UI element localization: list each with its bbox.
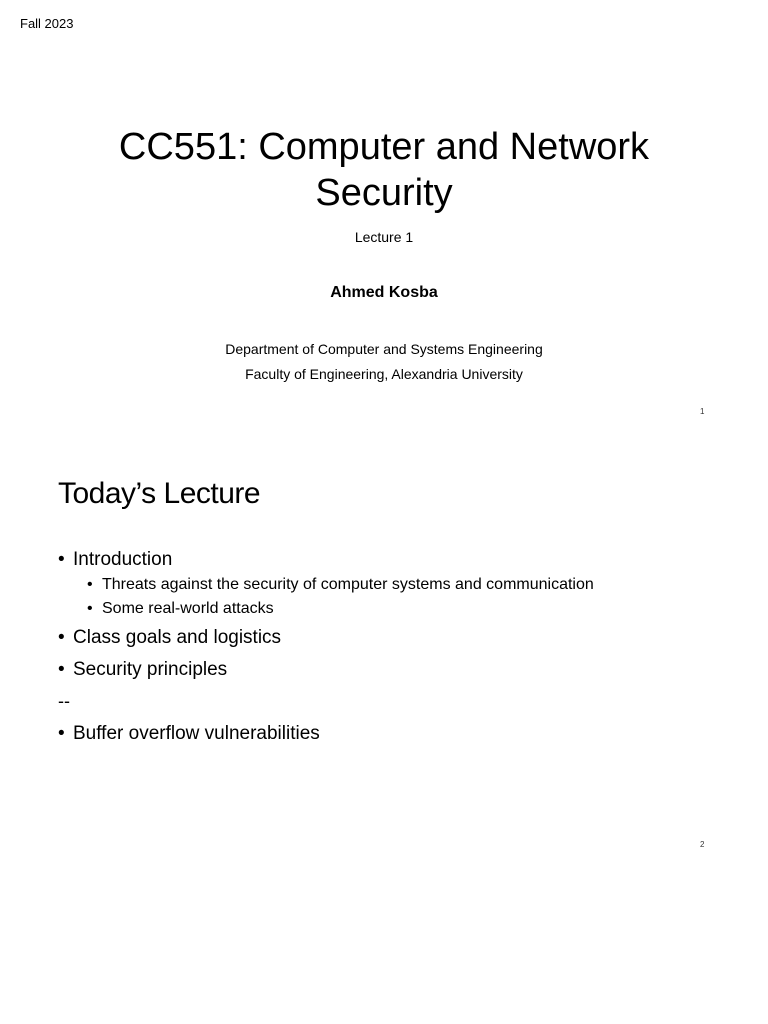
semester-label: Fall 2023 — [20, 16, 74, 31]
slide-page-number: 1 — [700, 407, 705, 416]
course-title-line-1: CC551: Computer and Network — [118, 126, 650, 168]
lecture-number: Lecture 1 — [354, 229, 414, 245]
author-name: Ahmed Kosba — [330, 284, 438, 301]
bullet-item: • Class goals and logistics — [58, 625, 594, 651]
slide-2 — [0, 432, 768, 864]
department-name: Department of Computer and Systems Engineering — [225, 341, 543, 357]
slide-page-number: 2 — [700, 840, 705, 849]
sub-bullet-item: • Threats against the security of computer systems and communication — [87, 573, 594, 597]
faculty-name: Faculty of Engineering, Alexandria University — [245, 366, 523, 382]
slide-title: Today’s Lecture — [58, 477, 261, 510]
bullet-text: Introduction — [73, 549, 173, 570]
bullet-item — [58, 547, 594, 621]
bullet-item: • Security principles — [58, 657, 594, 683]
separator-text: -- — [58, 691, 70, 711]
sub-bullet-item: • Some real-world attacks — [87, 597, 594, 621]
bullet-item: • Buffer overflow vulnerabilities — [58, 721, 594, 747]
sub-bullet-list — [87, 573, 594, 621]
bullet-list — [58, 547, 594, 753]
slide-1 — [0, 0, 768, 432]
course-title-line-2: Security — [315, 172, 453, 214]
course-title — [0, 124, 768, 216]
